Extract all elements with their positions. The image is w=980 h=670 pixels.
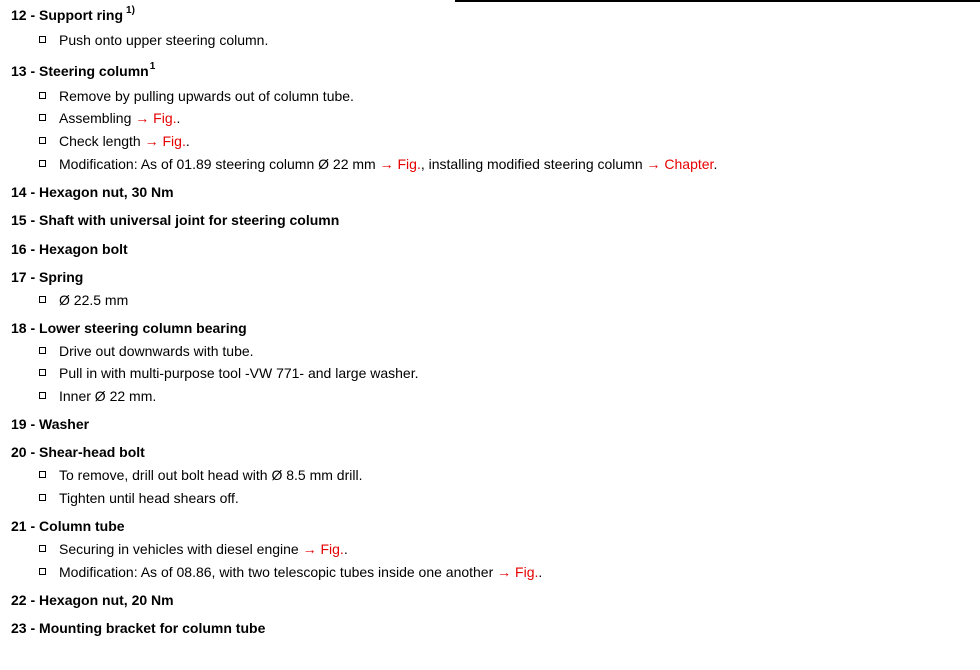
bullet-text-suffix: .	[713, 156, 718, 172]
bullet-text: Push onto upper steering column.	[59, 32, 269, 48]
item-title: Lower steering column bearing	[39, 320, 247, 336]
list-item	[39, 540, 348, 558]
item-number: 13	[11, 63, 27, 79]
figure-link[interactable]: → Fig.	[144, 133, 186, 149]
checkbox-bullet-icon	[39, 568, 46, 575]
item-title: Spring	[39, 269, 84, 285]
item-title: Washer	[39, 416, 90, 432]
list-item	[39, 466, 362, 484]
item-title: Hexagon nut, 30 Nm	[39, 184, 174, 200]
item-14-heading: 14 - Hexagon nut, 30 Nm	[11, 184, 174, 200]
item-title: Column tube	[39, 518, 125, 534]
item-number: 20	[11, 444, 27, 460]
item-19-heading: 19 - Washer	[11, 416, 90, 432]
bullet-text-middle: , installing modified steering column	[420, 156, 643, 172]
checkbox-bullet-icon	[39, 114, 46, 121]
checkbox-bullet-icon	[39, 137, 46, 144]
bullet-text: Drive out downwards with tube.	[59, 343, 254, 359]
list-item	[39, 132, 190, 150]
list-item	[39, 87, 354, 105]
list-item	[39, 31, 268, 49]
bullet-text: Tighten until head shears off.	[59, 490, 239, 506]
bullet-text: Pull in with multi-purpose tool -VW 771- and large washer.	[59, 365, 419, 381]
checkbox-bullet-icon	[39, 494, 46, 501]
checkbox-bullet-icon	[39, 369, 46, 376]
bullet-text-suffix: .	[538, 564, 543, 580]
bullet-text: To remove, drill out bolt head with Ø 8.5 mm drill.	[59, 467, 363, 483]
item-20-heading: 20 - Shear-head bolt	[11, 444, 145, 460]
list-item	[39, 563, 542, 581]
bullet-text: Check length	[59, 133, 141, 149]
item-number: 21	[11, 518, 27, 534]
footnote-mark: 1)	[126, 5, 135, 17]
bullet-text: Remove by pulling upwards out of column tube.	[59, 88, 354, 104]
list-item	[39, 364, 419, 382]
item-number: 17	[11, 269, 27, 285]
bullet-text-suffix: .	[176, 110, 181, 126]
bullet-text: Ø 22.5 mm	[59, 292, 129, 308]
item-17-heading: 17 - Spring	[11, 269, 84, 285]
list-item	[39, 342, 254, 360]
checkbox-bullet-icon	[39, 160, 46, 167]
figure-link[interactable]: → Fig.	[497, 564, 539, 580]
bullet-text: Modification: As of 08.86, with two telescopic tubes inside one another	[59, 564, 494, 580]
list-item	[39, 387, 156, 405]
item-title: Shaft with universal joint for steering column	[39, 212, 340, 228]
item-22-heading: 22 - Hexagon nut, 20 Nm	[11, 592, 174, 608]
checkbox-bullet-icon	[39, 471, 46, 478]
bullet-text: Assembling	[59, 110, 132, 126]
item-18-heading: 18 - Lower steering column bearing	[11, 320, 247, 336]
item-21-heading: 21 - Column tube	[11, 518, 125, 534]
bullet-text: Inner Ø 22 mm.	[59, 388, 157, 404]
checkbox-bullet-icon	[39, 296, 46, 303]
bullet-text-suffix: .	[343, 541, 348, 557]
checkbox-bullet-icon	[39, 92, 46, 99]
item-12-heading: 12 - Support ring $^{1)}$	[11, 5, 135, 23]
item-number: 19	[11, 416, 27, 432]
checkbox-bullet-icon	[39, 36, 46, 43]
item-number: 15	[11, 212, 27, 228]
figure-link[interactable]: → Fig.	[135, 110, 177, 126]
item-23-heading: 23 - Mounting bracket for column tube	[11, 620, 266, 636]
item-title: Hexagon nut, 20 Nm	[39, 592, 174, 608]
item-title: Shear-head bolt	[39, 444, 145, 460]
figure-link[interactable]: → Fig.	[302, 541, 344, 557]
bullet-text: Modification: As of 01.89 steering column Ø 22 mm	[59, 156, 376, 172]
item-number: 14	[11, 184, 27, 200]
list-item	[39, 109, 180, 127]
item-title: Support ring	[39, 7, 124, 23]
item-title: Mounting bracket for column tube	[39, 620, 266, 636]
item-number: 16	[11, 241, 27, 257]
bullet-text-suffix: .	[185, 133, 190, 149]
item-15-heading: 15 - Shaft with universal joint for steering column	[11, 212, 340, 228]
list-item	[39, 155, 717, 173]
item-title: Steering column	[39, 63, 149, 79]
item-13-heading: 13 - Steering column$^1$	[11, 61, 156, 79]
footnote-mark: 1	[149, 61, 156, 73]
item-number: 12	[11, 7, 27, 23]
item-number: 18	[11, 320, 27, 336]
chapter-link[interactable]: → Chapter	[646, 156, 714, 172]
item-number: 22	[11, 592, 27, 608]
checkbox-bullet-icon	[39, 347, 46, 354]
bullet-text: Securing in vehicles with diesel engine	[59, 541, 299, 557]
list-item	[39, 291, 128, 309]
figure-link[interactable]: → Fig.	[379, 156, 421, 172]
top-border-line	[455, 0, 980, 2]
checkbox-bullet-icon	[39, 545, 46, 552]
item-16-heading: 16 - Hexagon bolt	[11, 241, 128, 257]
list-item	[39, 489, 239, 507]
item-number: 23	[11, 620, 27, 636]
item-title: Hexagon bolt	[39, 241, 128, 257]
checkbox-bullet-icon	[39, 392, 46, 399]
